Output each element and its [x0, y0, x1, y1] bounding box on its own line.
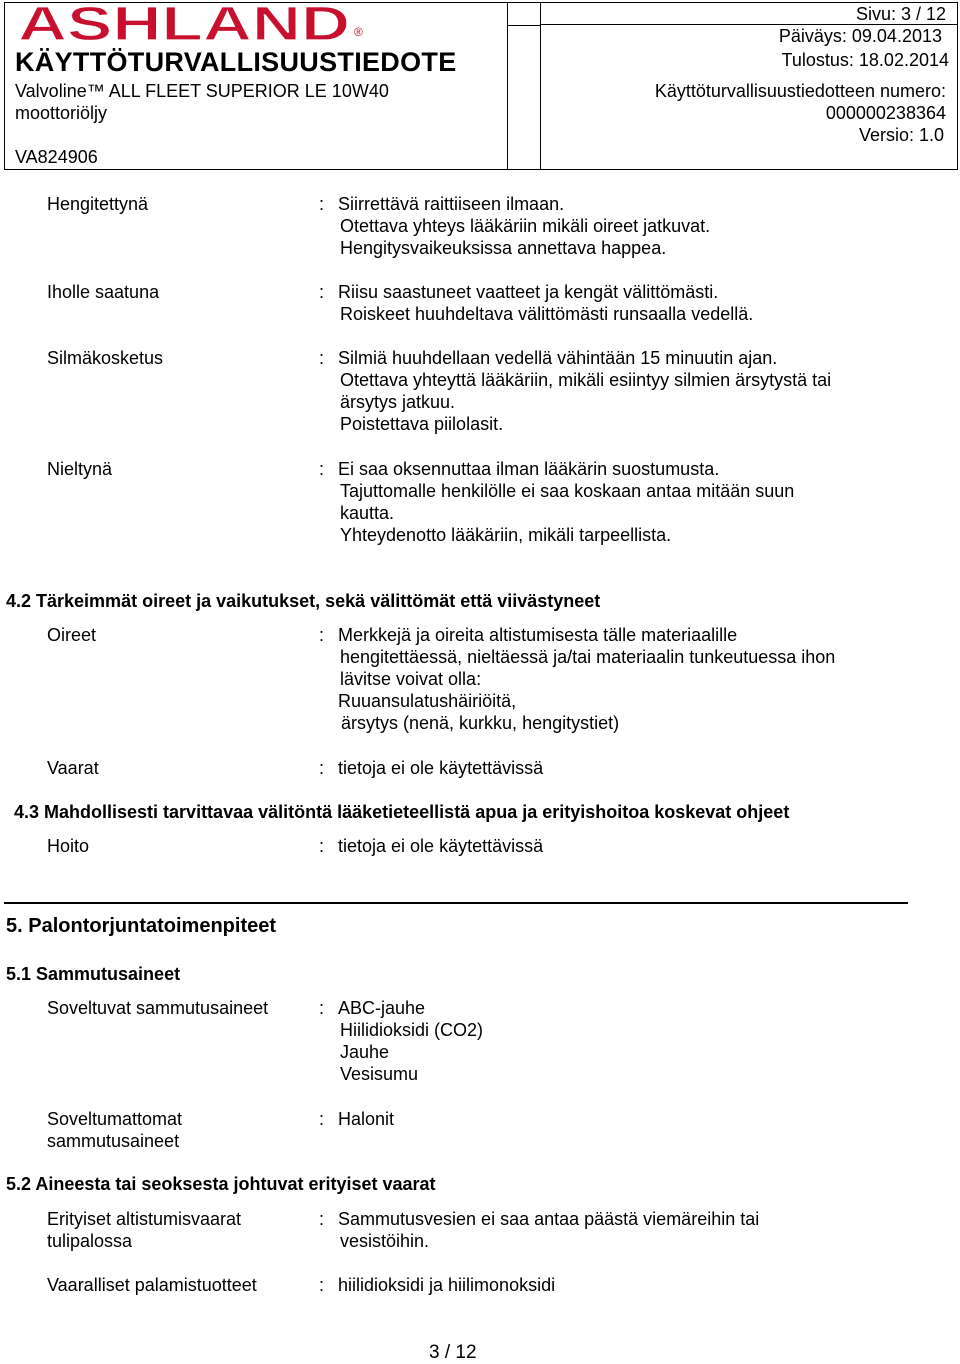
text-line: Yhteydenotto lääkäriin, mikäli tarpeellista.: [340, 525, 672, 545]
text-line: Hengitysvaikeuksissa annettava happea.: [340, 238, 667, 258]
text-line: kautta.: [340, 503, 395, 523]
colon: :: [319, 282, 325, 302]
colon: :: [319, 194, 325, 214]
footer-page-number: 3 / 12: [429, 1342, 477, 1363]
text-line: Vesisumu: [340, 1064, 419, 1084]
treatment-label: Hoito: [47, 836, 90, 856]
sds-number-label: Käyttöturvallisuustiedotteen numero:: [654, 81, 946, 101]
issue-date: Päiväys: 09.04.2013: [778, 26, 942, 46]
header-right-divider: [507, 25, 541, 26]
combustion-products-label: Vaaralliset palamistuotteet: [47, 1275, 257, 1295]
document-title: KÄYTTÖTURVALLISUUSTIEDOTE: [15, 47, 457, 77]
inhaled-label: Hengitettynä: [47, 194, 149, 214]
skin-label: Iholle saatuna: [47, 282, 160, 302]
colon: :: [319, 758, 325, 778]
hazards-label: Vaarat: [47, 758, 99, 778]
text-line: Riisu saastuneet vaatteet ja kengät välittömästi.: [338, 282, 719, 302]
text-line: lävitse voivat olla:: [340, 669, 482, 689]
colon: :: [319, 348, 325, 368]
unsuitable-media-value: Halonit: [338, 1109, 395, 1129]
text-line: Ruuansulatushäiriöitä,: [338, 691, 517, 711]
colon: :: [319, 459, 325, 479]
special-hazards-value: [338, 1208, 759, 1252]
treatment-value: tietoja ei ole käytettävissä: [338, 836, 544, 856]
ashland-logo-text: ASHLAND: [18, 2, 350, 44]
ingestion-value: [338, 458, 794, 546]
product-code: VA824906: [15, 147, 98, 167]
hazards-value: tietoja ei ole käytettävissä: [338, 758, 544, 778]
inhaled-value: [338, 193, 710, 259]
text-line: Merkkejä ja oireita altistumisesta tälle materiaalille: [338, 625, 738, 645]
ashland-logo: [18, 2, 368, 44]
text-line: Otettava yhteys lääkäriin mikäli oireet jatkuvat.: [340, 216, 711, 236]
text-line: Soveltumattomat: [47, 1109, 183, 1129]
colon: :: [319, 1209, 325, 1229]
product-name: Valvoline™ ALL FLEET SUPERIOR LE 10W40: [15, 81, 389, 101]
text-line: ärsytys jatkuu.: [340, 392, 456, 412]
product-type: moottoriöljy: [15, 103, 108, 123]
text-line: Jauhe: [340, 1042, 390, 1062]
ingestion-label: Nieltynä: [47, 459, 113, 479]
text-line: Siirrettävä raittiiseen ilmaan.: [338, 194, 565, 214]
text-line: Tajuttomalle henkilölle ei saa koskaan antaa mitään suun: [340, 481, 795, 501]
eye-label: Silmäkosketus: [47, 348, 164, 368]
text-line: ABC-jauhe: [338, 998, 426, 1018]
header-right-vline: [540, 2, 541, 170]
text-line: vesistöihin.: [340, 1231, 430, 1251]
special-hazards-label: [47, 1208, 241, 1252]
text-line: Poistettava piilolasit.: [340, 414, 504, 434]
print-date: Tulostus: 18.02.2014: [781, 50, 949, 70]
text-line: Otettava yhteyttä lääkäriin, mikäli esiintyy silmien ärsytystä tai: [340, 370, 832, 390]
section-5-1-heading: 5.1 Sammutusaineet: [6, 964, 181, 984]
colon: :: [319, 836, 325, 856]
section-divider: [4, 902, 908, 904]
text-line: hengitettäessä, nieltäessä ja/tai materiaalin tunkeutuessa ihon: [340, 647, 836, 667]
section-5-2-heading: 5.2 Aineesta tai seoksesta johtuvat erityiset vaarat: [6, 1174, 436, 1194]
text-line: Silmiä huuhdellaan vedellä vähintään 15 minuutin ajan.: [338, 348, 778, 368]
colon: :: [319, 1275, 325, 1295]
page-indicator: Sivu: 3 / 12: [855, 4, 946, 24]
text-line: ärsytys (nenä, kurkku, hengitystiet): [341, 713, 620, 733]
text-line: Roiskeet huuhdeltava välittömästi runsaalla vedellä.: [340, 304, 754, 324]
skin-value: [338, 281, 753, 325]
text-line: Erityiset altistumisvaarat: [47, 1209, 242, 1229]
combustion-products-value: hiilidioksidi ja hiilimonoksidi: [338, 1275, 556, 1295]
registered-mark: ®: [354, 25, 363, 39]
colon: :: [319, 625, 325, 645]
section-4-2-heading: 4.2 Tärkeimmät oireet ja vaikutukset, sekä välittömät että viivästyneet: [6, 591, 601, 611]
section-5-heading: 5. Palontorjuntatoimenpiteet: [6, 915, 277, 937]
text-line: sammutusaineet: [47, 1131, 180, 1151]
section-4-3-heading: 4.3 Mahdollisesti tarvittavaa välitöntä lääketieteellistä apua ja erityishoitoa koskevat ohjeet: [14, 802, 790, 822]
text-line: Hiilidioksidi (CO2): [340, 1020, 484, 1040]
unsuitable-media-label: [47, 1108, 182, 1152]
symptoms-label: Oireet: [47, 625, 97, 645]
eye-value: [338, 347, 831, 435]
text-line: tulipalossa: [47, 1231, 133, 1251]
symptoms-value: [338, 624, 835, 734]
sds-number: 000000238364: [825, 103, 946, 123]
version: Versio: 1.0: [858, 125, 944, 145]
suitable-media-label: Soveltuvat sammutusaineet: [47, 998, 269, 1018]
colon: :: [319, 1109, 325, 1129]
colon: :: [319, 998, 325, 1018]
text-line: Sammutusvesien ei saa antaa päästä viemäreihin tai: [338, 1209, 760, 1229]
suitable-media-value: [338, 997, 483, 1085]
text-line: Ei saa oksennuttaa ilman lääkärin suostumusta.: [338, 459, 720, 479]
